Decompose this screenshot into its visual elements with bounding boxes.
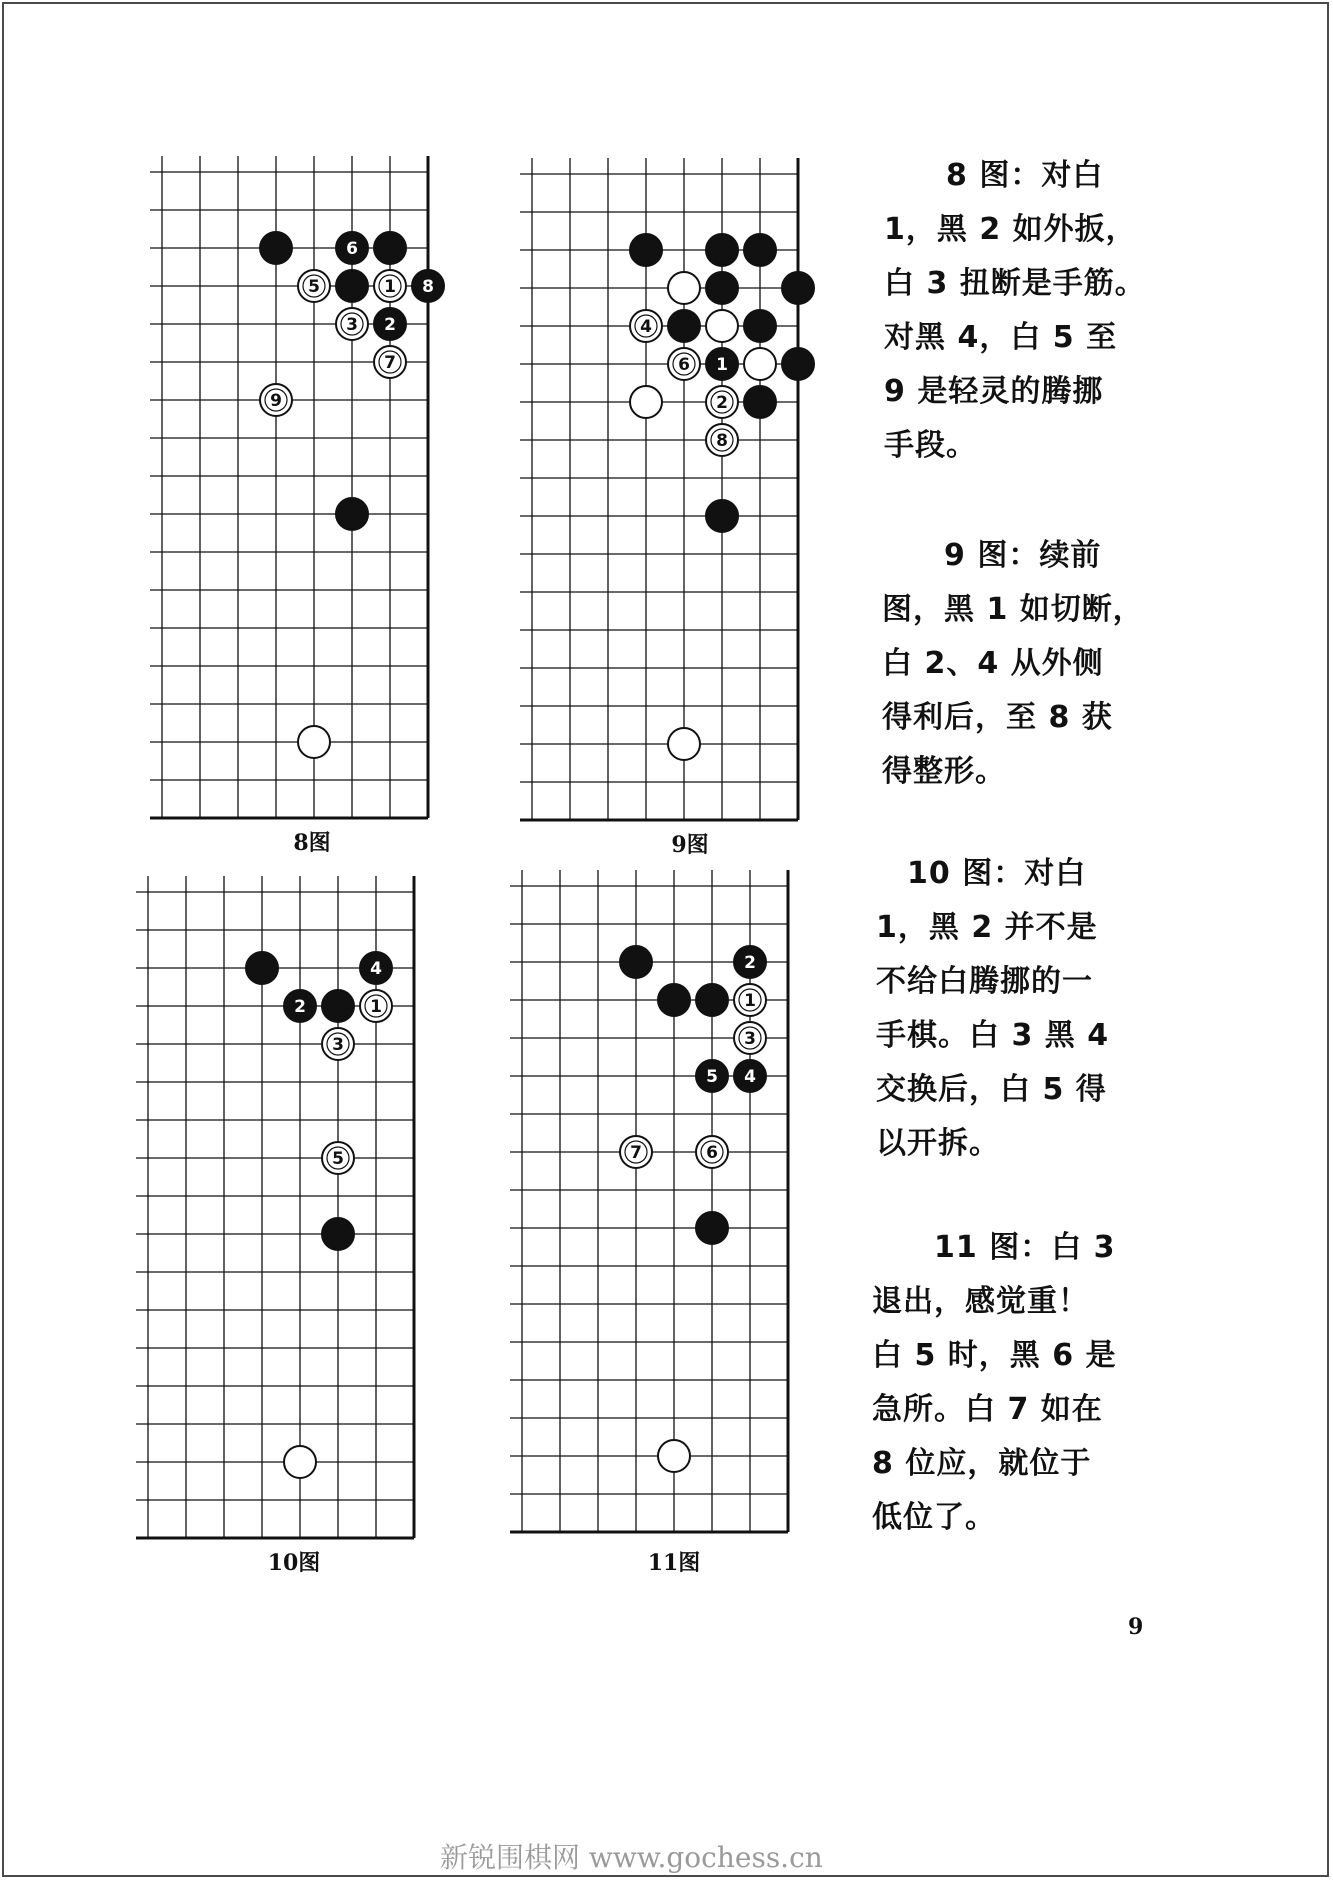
text-line: 低位了。 bbox=[872, 1500, 996, 1535]
black-stone bbox=[412, 270, 444, 302]
black-stone-disc bbox=[668, 310, 700, 342]
text-line: 9 图：续前 bbox=[882, 538, 1102, 573]
text-line: 1，黑 2 如外扳， bbox=[884, 212, 1137, 247]
move-number: 6 bbox=[346, 239, 358, 259]
black-stone-disc bbox=[374, 232, 406, 264]
text-line: 得整形。 bbox=[882, 754, 1006, 789]
white-stone bbox=[260, 384, 292, 416]
white-stone-disc bbox=[668, 272, 700, 304]
text-line: 白 3 扭断是手筋。 bbox=[884, 266, 1146, 301]
text-line: 不给白腾挪的一 bbox=[876, 964, 1093, 999]
text-line: 白 2、4 从外侧 bbox=[882, 646, 1104, 681]
move-number: 3 bbox=[346, 315, 358, 335]
black-stone bbox=[336, 498, 368, 530]
black-stone bbox=[620, 946, 652, 978]
black-stone bbox=[374, 308, 406, 340]
black-stone-disc bbox=[336, 498, 368, 530]
white-stone bbox=[706, 310, 738, 342]
black-stone bbox=[734, 946, 766, 978]
black-stone bbox=[696, 984, 728, 1016]
move-number: 2 bbox=[744, 953, 756, 973]
move-number: 5 bbox=[308, 277, 320, 297]
white-stone bbox=[744, 348, 776, 380]
black-stone bbox=[706, 348, 738, 380]
black-stone bbox=[706, 234, 738, 266]
move-number: 7 bbox=[384, 353, 396, 373]
black-stone bbox=[360, 952, 392, 984]
white-stone bbox=[374, 270, 406, 302]
white-stone bbox=[336, 308, 368, 340]
text-line: 得利后，至 8 获 bbox=[882, 700, 1113, 735]
white-stone bbox=[284, 1446, 316, 1478]
text-line: 8 图：对白 bbox=[884, 158, 1104, 193]
black-stone bbox=[744, 386, 776, 418]
black-stone bbox=[734, 1060, 766, 1092]
move-number: 8 bbox=[716, 431, 728, 451]
white-stone bbox=[658, 1440, 690, 1472]
black-stone bbox=[336, 232, 368, 264]
black-stone-disc bbox=[782, 348, 814, 380]
move-number: 3 bbox=[744, 1029, 756, 1049]
text-line: 10 图：对白 bbox=[876, 856, 1087, 891]
black-stone-disc bbox=[744, 310, 776, 342]
move-number: 7 bbox=[630, 1143, 642, 1163]
text-line: 以开拆。 bbox=[876, 1126, 1000, 1161]
diagram-caption-8: 8图 bbox=[293, 830, 331, 856]
black-stone bbox=[630, 234, 662, 266]
white-stone bbox=[668, 348, 700, 380]
black-stone bbox=[782, 272, 814, 304]
move-number: 4 bbox=[640, 317, 652, 337]
move-number: 1 bbox=[370, 997, 382, 1017]
black-stone-disc bbox=[630, 234, 662, 266]
black-stone bbox=[696, 1212, 728, 1244]
move-number: 4 bbox=[370, 959, 382, 979]
move-number: 5 bbox=[332, 1149, 344, 1169]
black-stone bbox=[668, 310, 700, 342]
black-stone bbox=[322, 990, 354, 1022]
black-stone bbox=[782, 348, 814, 380]
white-stone bbox=[374, 346, 406, 378]
black-stone-disc bbox=[744, 234, 776, 266]
white-stone bbox=[706, 424, 738, 456]
page-number: 9 bbox=[1128, 1614, 1144, 1640]
go-diagram-10 bbox=[136, 876, 466, 1552]
white-stone-disc bbox=[744, 348, 776, 380]
white-stone bbox=[322, 1028, 354, 1060]
move-number: 4 bbox=[744, 1067, 756, 1087]
white-stone bbox=[298, 726, 330, 758]
text-line: 8 位应，就位于 bbox=[872, 1446, 1092, 1481]
text-line: 手段。 bbox=[884, 428, 977, 463]
white-stone bbox=[630, 386, 662, 418]
white-stone bbox=[360, 990, 392, 1022]
white-stone bbox=[734, 1022, 766, 1054]
black-stone bbox=[744, 234, 776, 266]
white-stone-disc bbox=[706, 310, 738, 342]
white-stone-disc bbox=[284, 1446, 316, 1478]
black-stone bbox=[374, 232, 406, 264]
black-stone bbox=[336, 270, 368, 302]
white-stone bbox=[298, 270, 330, 302]
text-line: 9 是轻灵的腾挪 bbox=[884, 374, 1104, 409]
black-stone bbox=[260, 232, 292, 264]
move-number: 2 bbox=[716, 393, 728, 413]
diagram-caption-10: 10图 bbox=[267, 1550, 321, 1576]
black-stone-disc bbox=[782, 272, 814, 304]
black-stone bbox=[284, 990, 316, 1022]
text-line: 退出，感觉重！ bbox=[872, 1284, 1089, 1319]
white-stone bbox=[322, 1142, 354, 1174]
black-stone-disc bbox=[706, 234, 738, 266]
black-stone bbox=[744, 310, 776, 342]
go-diagram-11 bbox=[510, 870, 840, 1546]
move-number: 1 bbox=[384, 277, 396, 297]
white-stone bbox=[668, 728, 700, 760]
white-stone bbox=[620, 1136, 652, 1168]
diagram-caption-9: 9图 bbox=[671, 832, 709, 858]
move-number: 1 bbox=[716, 355, 728, 375]
move-number: 5 bbox=[706, 1067, 718, 1087]
white-stone-disc bbox=[298, 726, 330, 758]
white-stone-disc bbox=[658, 1440, 690, 1472]
black-stone-disc bbox=[706, 272, 738, 304]
black-stone bbox=[706, 272, 738, 304]
go-diagram-9 bbox=[520, 158, 850, 834]
black-stone bbox=[658, 984, 690, 1016]
move-number: 2 bbox=[294, 997, 306, 1017]
diagram-caption-11: 11图 bbox=[647, 1550, 701, 1576]
black-stone-disc bbox=[322, 990, 354, 1022]
white-stone-disc bbox=[668, 728, 700, 760]
move-number: 6 bbox=[706, 1143, 718, 1163]
black-stone bbox=[246, 952, 278, 984]
move-number: 9 bbox=[270, 391, 282, 411]
black-stone-disc bbox=[322, 1218, 354, 1250]
black-stone-disc bbox=[246, 952, 278, 984]
go-diagram-8 bbox=[150, 156, 480, 832]
text-line: 1，黑 2 并不是 bbox=[876, 910, 1098, 945]
black-stone-disc bbox=[696, 1212, 728, 1244]
move-number: 6 bbox=[678, 355, 690, 375]
white-stone bbox=[734, 984, 766, 1016]
white-stone-disc bbox=[630, 386, 662, 418]
text-line: 11 图：白 3 bbox=[872, 1230, 1116, 1265]
text-line: 急所。白 7 如在 bbox=[872, 1392, 1103, 1427]
black-stone bbox=[706, 500, 738, 532]
white-stone bbox=[706, 386, 738, 418]
black-stone-disc bbox=[744, 386, 776, 418]
black-stone bbox=[322, 1218, 354, 1250]
black-stone-disc bbox=[260, 232, 292, 264]
move-number: 2 bbox=[384, 315, 396, 335]
black-stone-disc bbox=[658, 984, 690, 1016]
move-number: 3 bbox=[332, 1035, 344, 1055]
text-line: 图，黑 1 如切断， bbox=[882, 592, 1144, 627]
black-stone bbox=[696, 1060, 728, 1092]
text-line: 手棋。白 3 黑 4 bbox=[876, 1018, 1110, 1053]
white-stone bbox=[668, 272, 700, 304]
white-stone bbox=[630, 310, 662, 342]
black-stone-disc bbox=[706, 500, 738, 532]
white-stone bbox=[696, 1136, 728, 1168]
black-stone-disc bbox=[620, 946, 652, 978]
site-watermark: 新锐围棋网 www.gochess.cn bbox=[440, 1841, 823, 1874]
black-stone-disc bbox=[336, 270, 368, 302]
text-line: 对黑 4，白 5 至 bbox=[884, 320, 1118, 355]
text-line: 白 5 时，黑 6 是 bbox=[872, 1338, 1117, 1373]
move-number: 8 bbox=[422, 277, 434, 297]
text-line: 交换后，白 5 得 bbox=[876, 1072, 1107, 1107]
black-stone-disc bbox=[696, 984, 728, 1016]
move-number: 1 bbox=[744, 991, 756, 1011]
